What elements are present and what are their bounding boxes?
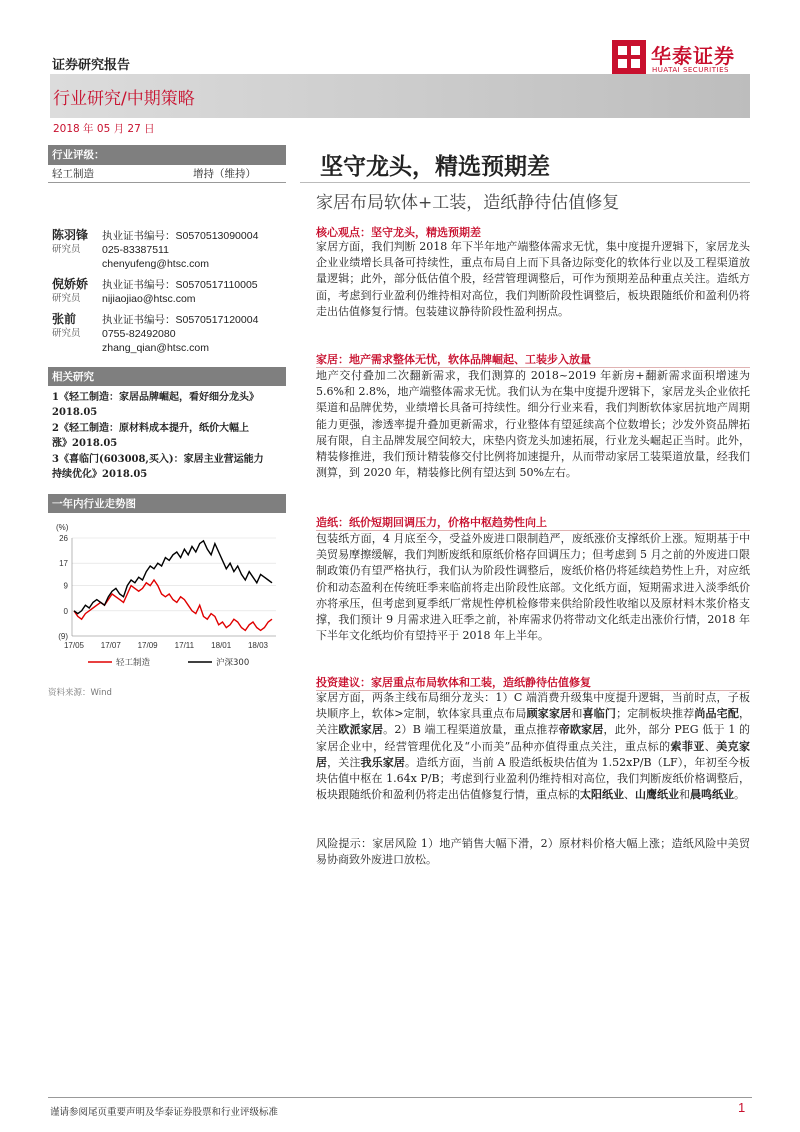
y-tick-label: 17 [59, 559, 68, 569]
related-item-line: 涨》2018.05 [52, 438, 118, 449]
body-text: 家居方面，两条主线布局细分龙头：1）C 端消费升级集中度提升逻辑，当前时点，子板块顺序上，软体>定制，软体家具重点布局 [316, 691, 750, 721]
analyst-email[interactable]: zhang_qian@htsc.com [102, 342, 209, 354]
body-text: 。 [734, 788, 745, 802]
legend-label: 沪深300 [216, 658, 250, 668]
trend-chart-header: 一年内行业走势图 [48, 494, 286, 513]
analyst-card [52, 313, 292, 363]
body-text: 、 [704, 739, 717, 753]
related-item[interactable] [52, 452, 286, 482]
logo-text-cn: 华泰证券 [651, 44, 735, 68]
body-text: ，此外，部分 PEG 低于 1 的家居企业中，经营管理优化及“小而美”品种亦值得重点关注，重点标的 [316, 723, 751, 753]
section-heading: 核心观点：坚守龙头，精选预期差 [316, 226, 481, 239]
highlight-stock: 顾家家居 [526, 707, 572, 721]
highlight-stock: 晨鸣纸业 [690, 788, 734, 802]
x-tick-label: 17/11 [174, 641, 195, 650]
analyst-name: 张前 [52, 312, 77, 326]
highlight-stock: 帝欧家居 [558, 723, 604, 737]
report-date: 2018 年 05 月 27 日 [53, 123, 155, 135]
analyst-cert: 执业证书编号：S0570517120004 [102, 314, 259, 326]
y-axis-label: (%) [56, 523, 69, 532]
highlight-stock: 山鹰纸业 [635, 788, 679, 802]
risk-warning: 风险提示：家居风险 1）地产销售大幅下滑，2）原材料价格大幅上涨；造纸风险中美贸易协商致外废进口放松。 [316, 837, 750, 867]
body-text: 。2）B 端工程渠道放量，重点推荐 [383, 723, 559, 737]
x-tick-label: 17/07 [100, 641, 121, 650]
analyst-cert: 执业证书编号：S0570517110005 [102, 279, 258, 291]
divider [300, 182, 750, 183]
highlight-stock: 喜临门 [582, 707, 617, 721]
y-tick-label: 0 [63, 606, 68, 616]
related-item-line: 持续优化》2018.05 [52, 469, 148, 480]
analyst-email[interactable]: chenyufeng@htsc.com [102, 258, 209, 270]
section-body: 包装纸方面，4 月底至今，受益外废进口限制趋严，废纸涨价支撑纸价上涨。短期基于中美贸易摩擦缓解，我们判断废纸和原纸价格存回调压力；但考虑到 5 月之前的外废进口限制政策仍有望严格执行，我们认为阶段性调整后，废纸价格仍将延续趋势性上升，对应纸价和动态盈利在传统旺季来临前将走出阶段性底部。文化纸方面，短期需求进入淡季纸价亦将承压，但考虑到夏季纸厂常规性停机检修带来供给阶段性收缩以及原材料木浆价格支撑，我们预计 9 月需求进入旺季之前，补库需求仍将带动文化纸走出涨价行情，2018 年下半年文化纸均价有望持平于 2018 年上半年。 [316, 532, 750, 643]
analyst-name: 陈羽锋 [52, 228, 89, 242]
analyst-phone: 025-83387511 [102, 244, 169, 256]
highlight-stock: 尚品宅配 [694, 707, 740, 721]
related-item-line: 2018.05 [52, 407, 98, 418]
section-heading: 投资建议：家居重点布局软体和工装，造纸静待估值修复 [316, 676, 591, 689]
body-text: 。造纸方面，当前 A 股造纸板块估值为 1.52xP/B（LF），年初至今板块估值中枢在 1.64x P/B；考虑到行业盈利仍维持相对高位，我们判断废纸价格调整后，板块跟随纸价和盈利仍将走出估值修复行情，重点标的 [316, 755, 751, 802]
footer-disclaimer[interactable]: 谨请参阅尾页重要声明及华泰证券股票和行业评级标准 [50, 1107, 279, 1118]
page-number: 1 [738, 1100, 746, 1115]
related-item-line: 1《轻工制造：家居品牌崛起，看好细分龙头》 [52, 392, 259, 403]
y-tick-label: 26 [59, 534, 68, 543]
rating-header: 行业评级： [48, 145, 286, 165]
highlight-stock: 我乐家居 [360, 755, 405, 769]
analyst-name: 倪娇娇 [52, 277, 89, 291]
rating-value: 增持（维持） [193, 168, 256, 180]
section-body: 家居方面，我们判断 2018 年下半年地产端整体需求无忧，集中度提升逻辑下，家居龙头企业业绩增长具备可持续性，重点布局自上而下具备边际变化的软体行业以及工程渠道放量逻辑；此外，部分低估值个股，经营管理调整后，可作为预期差品种重点关注。造纸方面，考虑到行业盈利仍维持相对高位，我们判断阶段性调整后，板块跟随纸价和盈利仍将走出估值修复行情。包装建议静待阶段性盈利拐点。 [316, 240, 750, 318]
section-label: 行业研究/中期策略 [53, 89, 195, 109]
series-line-index [74, 541, 272, 614]
section-heading: 家居：地产需求整体无忧，软体品牌崛起、工装步入放量 [316, 353, 591, 366]
section-body [316, 690, 750, 803]
related-item[interactable] [52, 390, 286, 420]
related-item[interactable] [52, 421, 286, 451]
body-text: 和 [571, 707, 583, 721]
divider [48, 182, 286, 183]
logo-text-en: HUATAI SECURITIES [652, 66, 729, 74]
y-tick-label: 9 [63, 581, 68, 591]
section-heading: 造纸：纸价短期回调压力，价格中枢趋势性向上 [316, 516, 547, 529]
body-text: ，关注 [327, 755, 361, 769]
highlight-stock: 太阳纸业 [580, 788, 624, 802]
main-title: 坚守龙头，精选预期差 [320, 153, 550, 180]
analyst-card [52, 278, 292, 318]
body-text: ，关注 [316, 707, 751, 737]
highlight-stock: 欧派家居 [338, 723, 384, 737]
highlight-stock: 索菲亚 [670, 739, 705, 753]
body-text: 和 [679, 788, 690, 802]
related-research-header: 相关研究 [48, 367, 286, 386]
data-source: 资料来源：Wind [48, 688, 112, 698]
x-tick-label: 17/09 [137, 641, 158, 650]
rating-industry: 轻工制造 [52, 168, 94, 180]
x-tick-label: 18/03 [247, 641, 269, 650]
sub-title: 家居布局软体+工装，造纸静待估值修复 [316, 193, 620, 213]
section-body: 地产交付叠加二次翻新需求，我们测算的 2018~2019 年新房+翻新需求面积增速为 5.6%和 2.8%，地产端整体需求无忧。我们认为在集中度提升逻辑下，家居龙头企业依托渠道和品牌优势，业绩增长具备可持续性。细分行业来看，我们判断软体家居抗地产周期能力更强，渗透率提升叠加更新需求，行业整体有望延续高个位数增长；沙发外资品牌拓展有限，自主品牌发展空间较大，床垫内资龙头加速拓展，行业龙头崛起正当时。此外，精装修推进，我们预计精装修交付比例将加速提升，从而带动家居工装渠道放量，经我们测算，到 2020 年，精装修比例有望达到 50%左右。 [316, 369, 750, 480]
divider [48, 1097, 752, 1098]
trend-chart [48, 520, 288, 680]
analyst-cert: 执业证书编号：S0570513090004 [102, 230, 259, 242]
related-item-line: 3《喜临门(603008,买入)：家居主业营运能力 [52, 454, 264, 465]
analyst-role: 研究员 [52, 293, 81, 304]
highlight-stock: 美克家居 [316, 739, 751, 769]
related-item-line: 2《轻工制造：原材料成本提升，纸价大幅上 [52, 423, 249, 434]
report-type-label: 证券研究报告 [52, 58, 131, 73]
y-tick-label: (9) [58, 632, 68, 641]
legend-label: 轻工制造 [116, 658, 151, 668]
analyst-email[interactable]: nijiaojiao@htsc.com [102, 293, 196, 305]
body-text: ；定制板块推荐 [616, 707, 695, 721]
body-text: 、 [624, 788, 635, 802]
x-tick-label: 17/05 [63, 641, 85, 650]
analyst-role: 研究员 [52, 328, 81, 339]
x-tick-label: 18/01 [211, 641, 232, 650]
analyst-phone: 0755-82492080 [102, 328, 176, 340]
analyst-role: 研究员 [52, 244, 81, 255]
